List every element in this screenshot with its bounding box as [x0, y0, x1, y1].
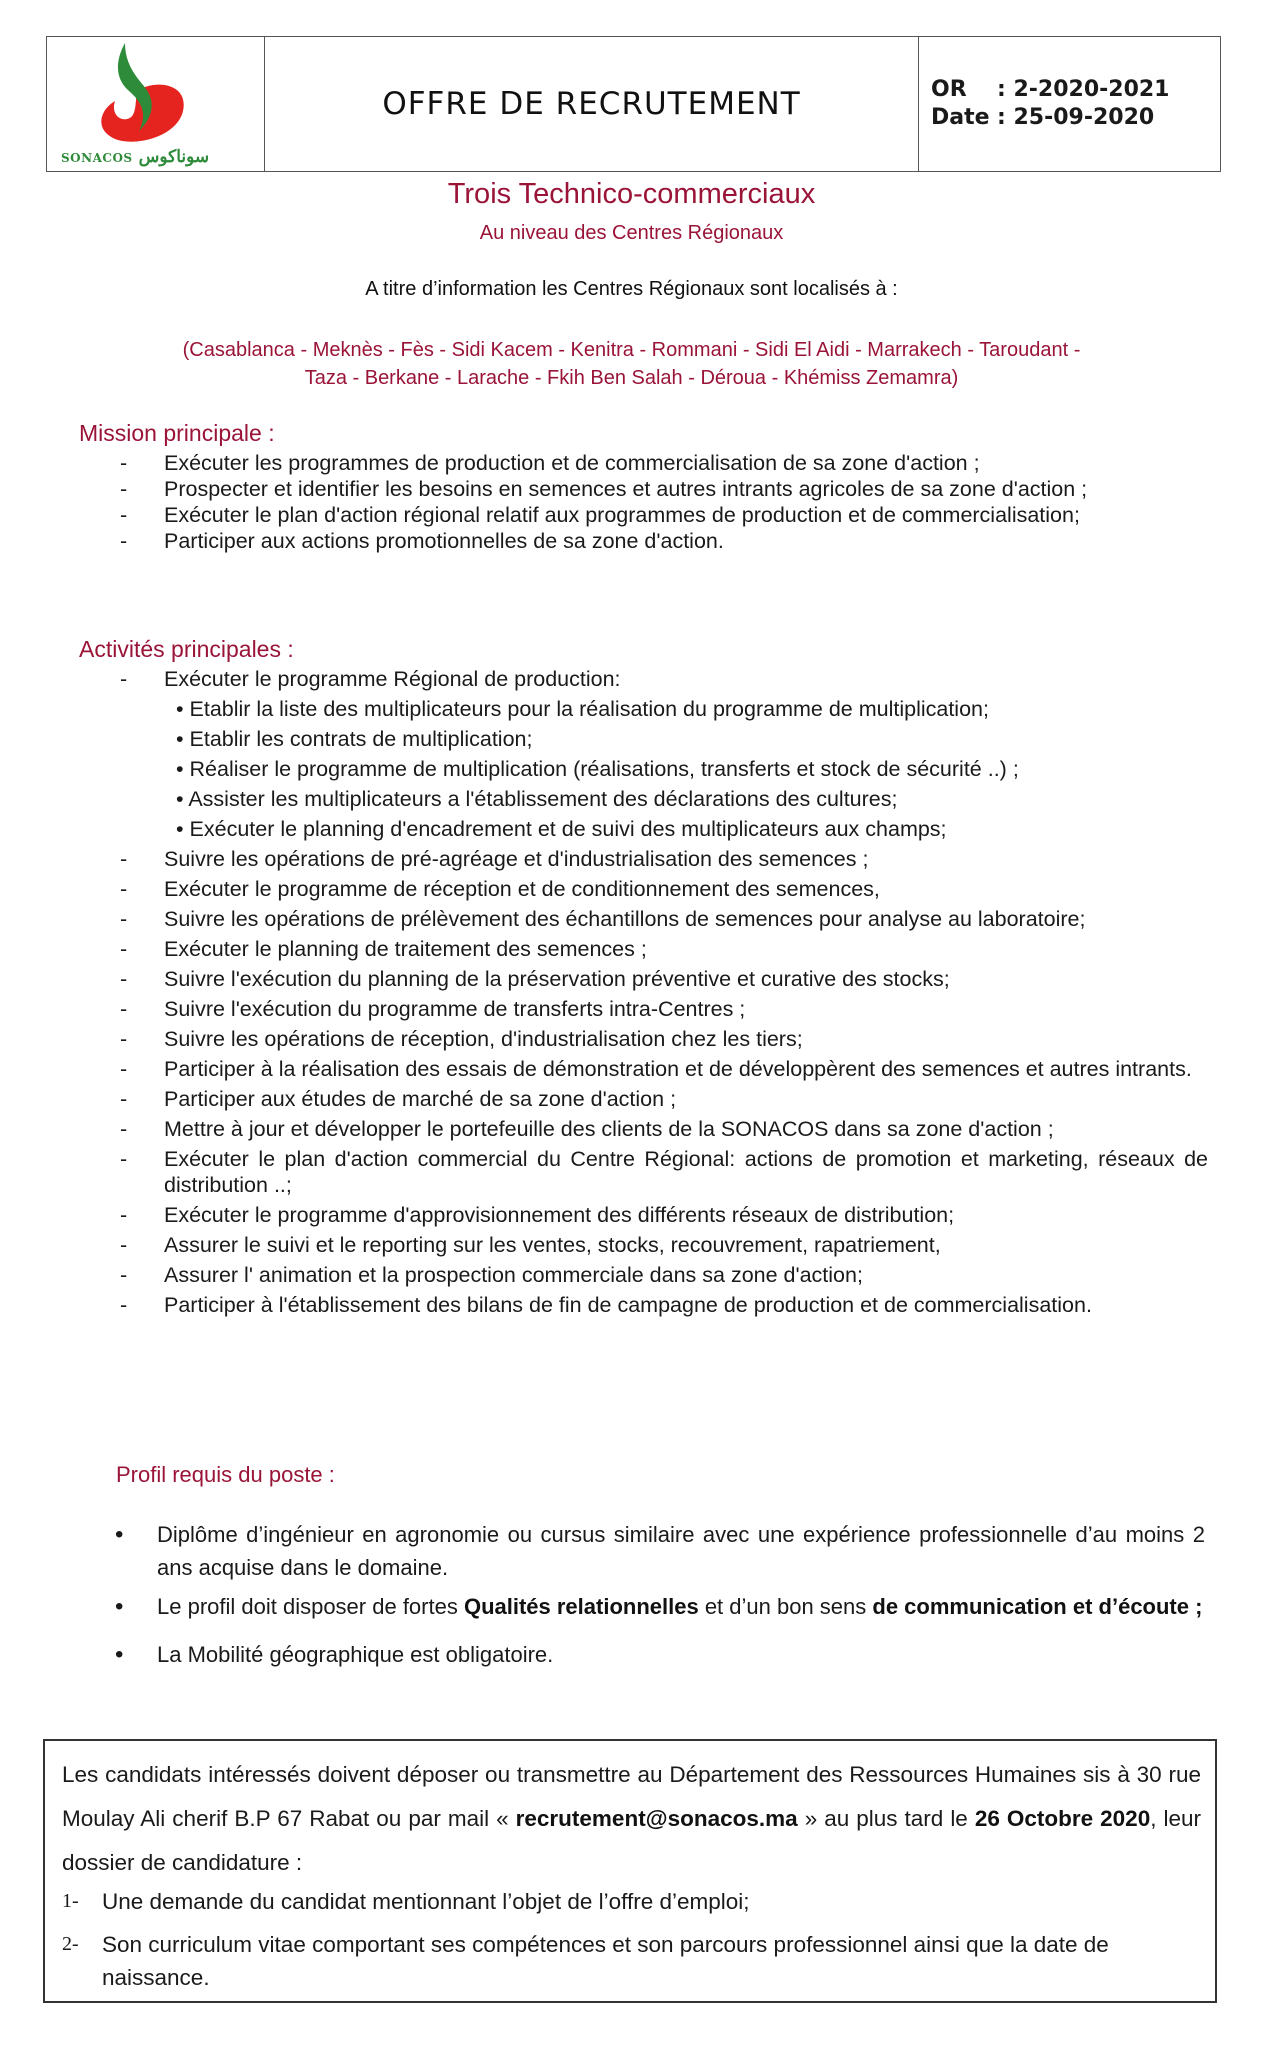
- application-email[interactable]: recrutement@sonacos.ma: [515, 1806, 798, 1831]
- document-header: [46, 36, 1221, 172]
- activity-item: - Suivre l'exécution du programme de transferts intra-Centres ;: [120, 996, 1208, 1022]
- activity-item-text: Exécuter le programme Régional de production:: [164, 667, 621, 691]
- activity-item: - Exécuter le plan d'action commercial du Centre Régional: actions de promotion et marketing, réseaux de distribution ..;: [120, 1146, 1208, 1198]
- profile-bold-text: de communication et d’écoute ;: [872, 1594, 1203, 1619]
- step-number: 2-: [62, 1933, 79, 1955]
- mission-item: - Participer aux actions promotionnelles de sa zone d'action.: [120, 528, 1208, 554]
- reference-value: : 2-2020-2021: [997, 77, 1170, 102]
- activity-item: [120, 666, 1208, 842]
- activity-item: - Participer à l'établissement des bilans de fin de campagne de production et de commercialisation.: [120, 1292, 1208, 1318]
- application-instructions: [62, 1753, 1201, 1885]
- sub-activity-item: • Réaliser le programme de multiplication (réalisations, transferts et stock de sécurité ..) ;: [176, 756, 1208, 782]
- job-subtitle: Au niveau des Centres Régionaux: [479, 222, 784, 244]
- activity-item: - Exécuter le planning de traitement des semences ;: [120, 936, 1208, 962]
- activity-item: - Assurer le suivi et le reporting sur les ventes, stocks, recouvrement, rapatriement,: [120, 1232, 1208, 1258]
- profile-item: • La Mobilité géographique est obligatoire.: [115, 1638, 1205, 1671]
- application-text: Les candidats intéressés doivent déposer ou transmettre au Département des Ressources Humaines sis à 30 rue Moulay Ali cherif B.P 67 Rabat ou par mail «: [62, 1762, 1201, 1831]
- activities-list: [120, 666, 1208, 1322]
- profile-item: [115, 1590, 1205, 1624]
- activity-item: - Exécuter le programme d'approvisionnement des différents réseaux de distribution;: [120, 1202, 1208, 1228]
- activity-item: - Exécuter le programme de réception et de conditionnement des semences,: [120, 876, 1208, 902]
- application-step: [62, 1885, 1201, 1918]
- application-text: » au plus tard le: [797, 1806, 975, 1831]
- logo-text: [61, 147, 209, 167]
- cities-line-1: (Casablanca - Meknès - Fès - Sidi Kacem - Kenitra - Rommani - Sidi El Aidi - Marrakech - Taroudant -: [182, 339, 1081, 361]
- activity-item: - Suivre les opérations de réception, d'industrialisation chez les tiers;: [120, 1026, 1208, 1052]
- step-text: Une demande du candidat mentionnant l’objet de l’offre d’emploi;: [102, 1889, 750, 1914]
- step-number: 1-: [62, 1890, 79, 1912]
- centers-info-line: A titre d’information les Centres Régionaux sont localisés à :: [365, 278, 898, 300]
- sonacos-logo-icon: [85, 39, 195, 157]
- reference-label: OR: [931, 77, 967, 102]
- profile-list: [115, 1518, 1205, 1671]
- sub-activity-item: • Assister les multiplicateurs a l'établissement des déclarations des cultures;: [176, 786, 1208, 812]
- mission-list: [120, 450, 1208, 554]
- cities-line-2: Taza - Berkane - Larache - Fkih Ben Salah - Déroua - Khémiss Zemamra): [304, 367, 959, 389]
- logo-cell: [47, 37, 265, 171]
- activity-item: - Participer à la réalisation des essais de démonstration et de développèrent des semences et autres intrants.: [120, 1056, 1208, 1082]
- activity-item: - Participer aux études de marché de sa zone d'action ;: [120, 1086, 1208, 1112]
- sub-activity-item: • Etablir la liste des multiplicateurs pour la réalisation du programme de multiplication;: [176, 696, 1208, 722]
- profile-text: et d’un bon sens: [698, 1594, 873, 1619]
- job-title: Trois Technico-commerciaux: [447, 178, 816, 210]
- application-steps: [62, 1885, 1201, 1994]
- date-label: Date: [931, 105, 990, 130]
- activity-item: - Assurer l' animation et la prospection commerciale dans sa zone d'action;: [120, 1262, 1208, 1288]
- application-box: [43, 1739, 1217, 2003]
- production-sub-list: [164, 696, 1208, 842]
- reference-cell: [919, 37, 1220, 171]
- reference-row: [931, 76, 1220, 104]
- date-row: [931, 104, 1220, 132]
- application-step: [62, 1928, 1201, 1994]
- sub-activity-item: • Exécuter le planning d'encadrement et de suivi des multiplicateurs aux champs;: [176, 816, 1208, 842]
- document-title: OFFRE DE RECRUTEMENT: [382, 86, 801, 122]
- sub-activity-item: • Etablir les contrats de multiplication;: [176, 726, 1208, 752]
- profile-heading: Profil requis du poste :: [116, 1462, 335, 1487]
- activity-item: - Suivre l'exécution du planning de la préservation préventive et curative des stocks;: [120, 966, 1208, 992]
- profile-item: • Diplôme d’ingénieur en agronomie ou cursus similaire avec une expérience professionnelle d’au moins 2 ans acquise dans le domaine.: [115, 1518, 1205, 1584]
- activities-heading: Activités principales :: [79, 636, 294, 662]
- title-cell: [265, 37, 919, 171]
- date-value: : 25-09-2020: [997, 105, 1155, 130]
- activity-item: - Suivre les opérations de prélèvement des échantillons de semences pour analyse au laboratoire;: [120, 906, 1208, 932]
- application-text: , leur dossier de candidature :: [62, 1806, 1201, 1875]
- logo-latin-name: SONACOS: [61, 151, 133, 165]
- logo-arabic-name: سوناكوس: [138, 147, 210, 166]
- profile-text: Le profil doit disposer de fortes: [157, 1594, 464, 1619]
- mission-item: - Exécuter le plan d'action régional relatif aux programmes de production et de commercialisation;: [120, 502, 1208, 528]
- application-deadline: 26 Octobre 2020: [974, 1806, 1151, 1831]
- profile-bold-text: Qualités relationnelles: [463, 1594, 699, 1619]
- mission-heading: Mission principale :: [79, 420, 275, 446]
- step-text: Son curriculum vitae comportant ses compétences et son parcours professionnel ainsi que la date de naissance.: [102, 1932, 1109, 1990]
- activity-item: - Mettre à jour et développer le portefeuille des clients de la SONACOS dans sa zone d'action ;: [120, 1116, 1208, 1142]
- activity-item: - Suivre les opérations de pré-agréage et d'industrialisation des semences ;: [120, 846, 1208, 872]
- mission-item: - Exécuter les programmes de production et de commercialisation de sa zone d'action ;: [120, 450, 1208, 476]
- cities-list: [0, 336, 1263, 392]
- mission-item: - Prospecter et identifier les besoins en semences et autres intrants agricoles de sa zone d'action ;: [120, 476, 1208, 502]
